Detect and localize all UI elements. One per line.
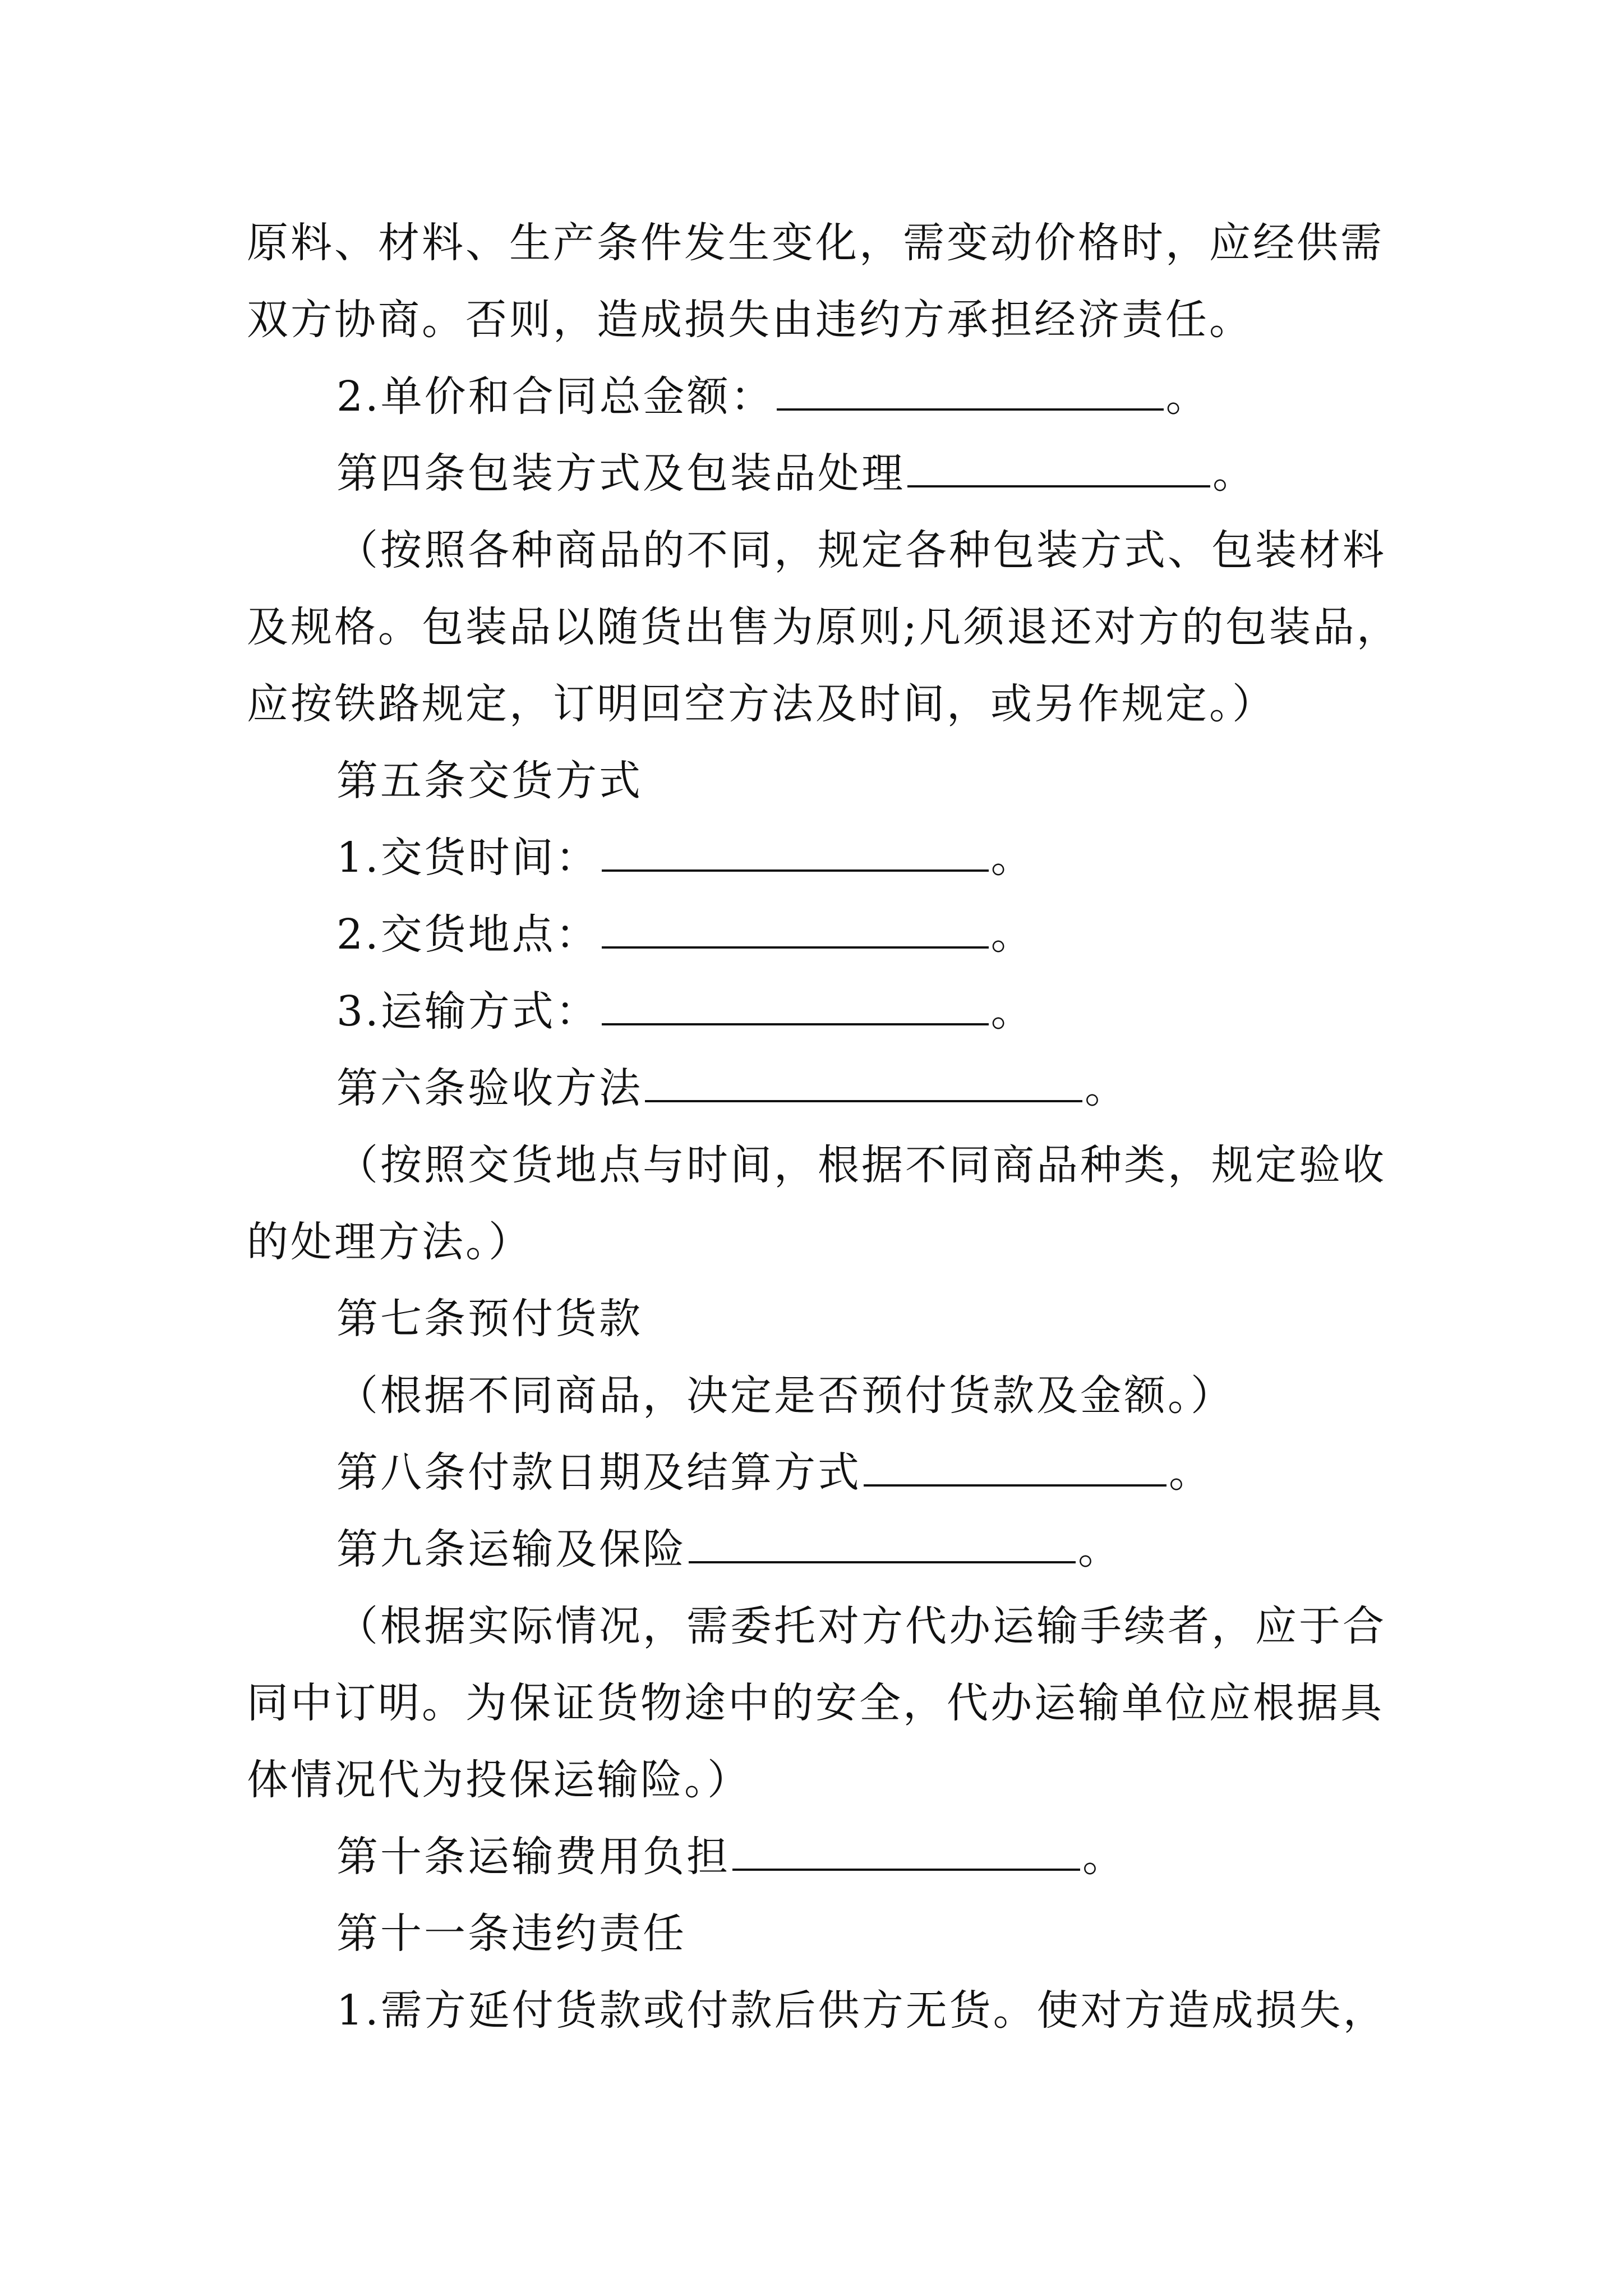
fill-in-blank — [864, 1450, 1166, 1487]
clause-4-packaging — [336, 443, 1475, 504]
paragraph-line: （根据实际情况，需委托对方代办运输手续者，应于合 — [336, 1602, 1386, 1650]
fill-in-blank — [777, 374, 1164, 411]
paragraph-line: 的处理方法。） — [247, 1218, 532, 1266]
fill-in-blank — [602, 988, 989, 1025]
paragraph-line: （根据不同商品，决定是否预付货款及金额。） — [336, 1372, 1234, 1420]
clause-10-transport-cost — [336, 1826, 1475, 1888]
clause-5-heading: 第五条交货方式 — [336, 757, 643, 805]
clause-end: 。 — [990, 834, 1035, 882]
paragraph-line: （按照交货地点与时间，根据不同商品种类，规定验收 — [336, 1141, 1386, 1189]
fill-in-blank — [602, 835, 989, 872]
fill-in-blank — [645, 1065, 1082, 1102]
clause-end: 。 — [1085, 1064, 1128, 1112]
clause-delivery-place — [336, 904, 1475, 965]
clause-6-inspection — [336, 1057, 1475, 1119]
clause-delivery-time — [336, 827, 1475, 889]
paragraph-line: 应按铁路规定，订明回空方法及时间，或另作规定。） — [247, 680, 1276, 728]
clause-end: 。 — [1212, 449, 1256, 498]
clause-end: 。 — [990, 987, 1035, 1036]
clause-end: 。 — [1078, 1525, 1122, 1573]
clause-label: 2.单价和合同总金额： — [336, 372, 774, 421]
clause-label: 第六条验收方法 — [336, 1064, 643, 1112]
clause-transport-method — [336, 981, 1475, 1042]
fill-in-blank — [689, 1526, 1076, 1563]
clause-label: 2.交货地点： — [336, 910, 600, 959]
clause-label: 1.交货时间： — [336, 834, 600, 882]
fill-in-blank — [732, 1834, 1080, 1871]
clause-label: 第十条运输费用负担 — [336, 1833, 730, 1881]
paragraph-line: 同中订明。为保证货物途中的安全，代办运输单位应根据具 — [247, 1679, 1384, 1727]
fill-in-blank — [602, 912, 989, 949]
paragraph-line: 及规格。包装品以随货出售为原则;凡须退还对方的包装品， — [247, 603, 1400, 651]
clause-end: 。 — [990, 910, 1035, 959]
clause-unit-price-total — [336, 366, 1475, 427]
paragraph-line: 1.需方延付货款或付款后供方无货。使对方造成损失， — [336, 1986, 1387, 2035]
clause-label: 第四条包装方式及包装品处理 — [336, 449, 905, 498]
paragraph-line: 体情况代为投保运输险。） — [247, 1756, 751, 1804]
paragraph-line: 原料、材料、生产条件发生变化，需变动价格时，应经供需 — [247, 219, 1384, 267]
clause-end: 。 — [1169, 1448, 1212, 1497]
clause-9-insurance — [336, 1519, 1475, 1580]
clause-label: 第八条付款日期及结算方式 — [336, 1448, 861, 1497]
clause-7-heading: 第七条预付货款 — [336, 1295, 643, 1343]
fill-in-blank — [907, 450, 1210, 487]
clause-end: 。 — [1165, 372, 1210, 421]
clause-11-heading: 第十一条违约责任 — [336, 1910, 686, 1958]
clause-end: 。 — [1082, 1833, 1126, 1881]
paragraph-line: （按照各种商品的不同，规定各种包装方式、包装材料 — [336, 526, 1386, 574]
clause-8-payment — [336, 1442, 1475, 1503]
clause-label: 3.运输方式： — [336, 987, 600, 1036]
paragraph-line: 双方协商。否则，造成损失由违约方承担经济责任。 — [247, 296, 1253, 344]
clause-label: 第九条运输及保险 — [336, 1525, 686, 1573]
